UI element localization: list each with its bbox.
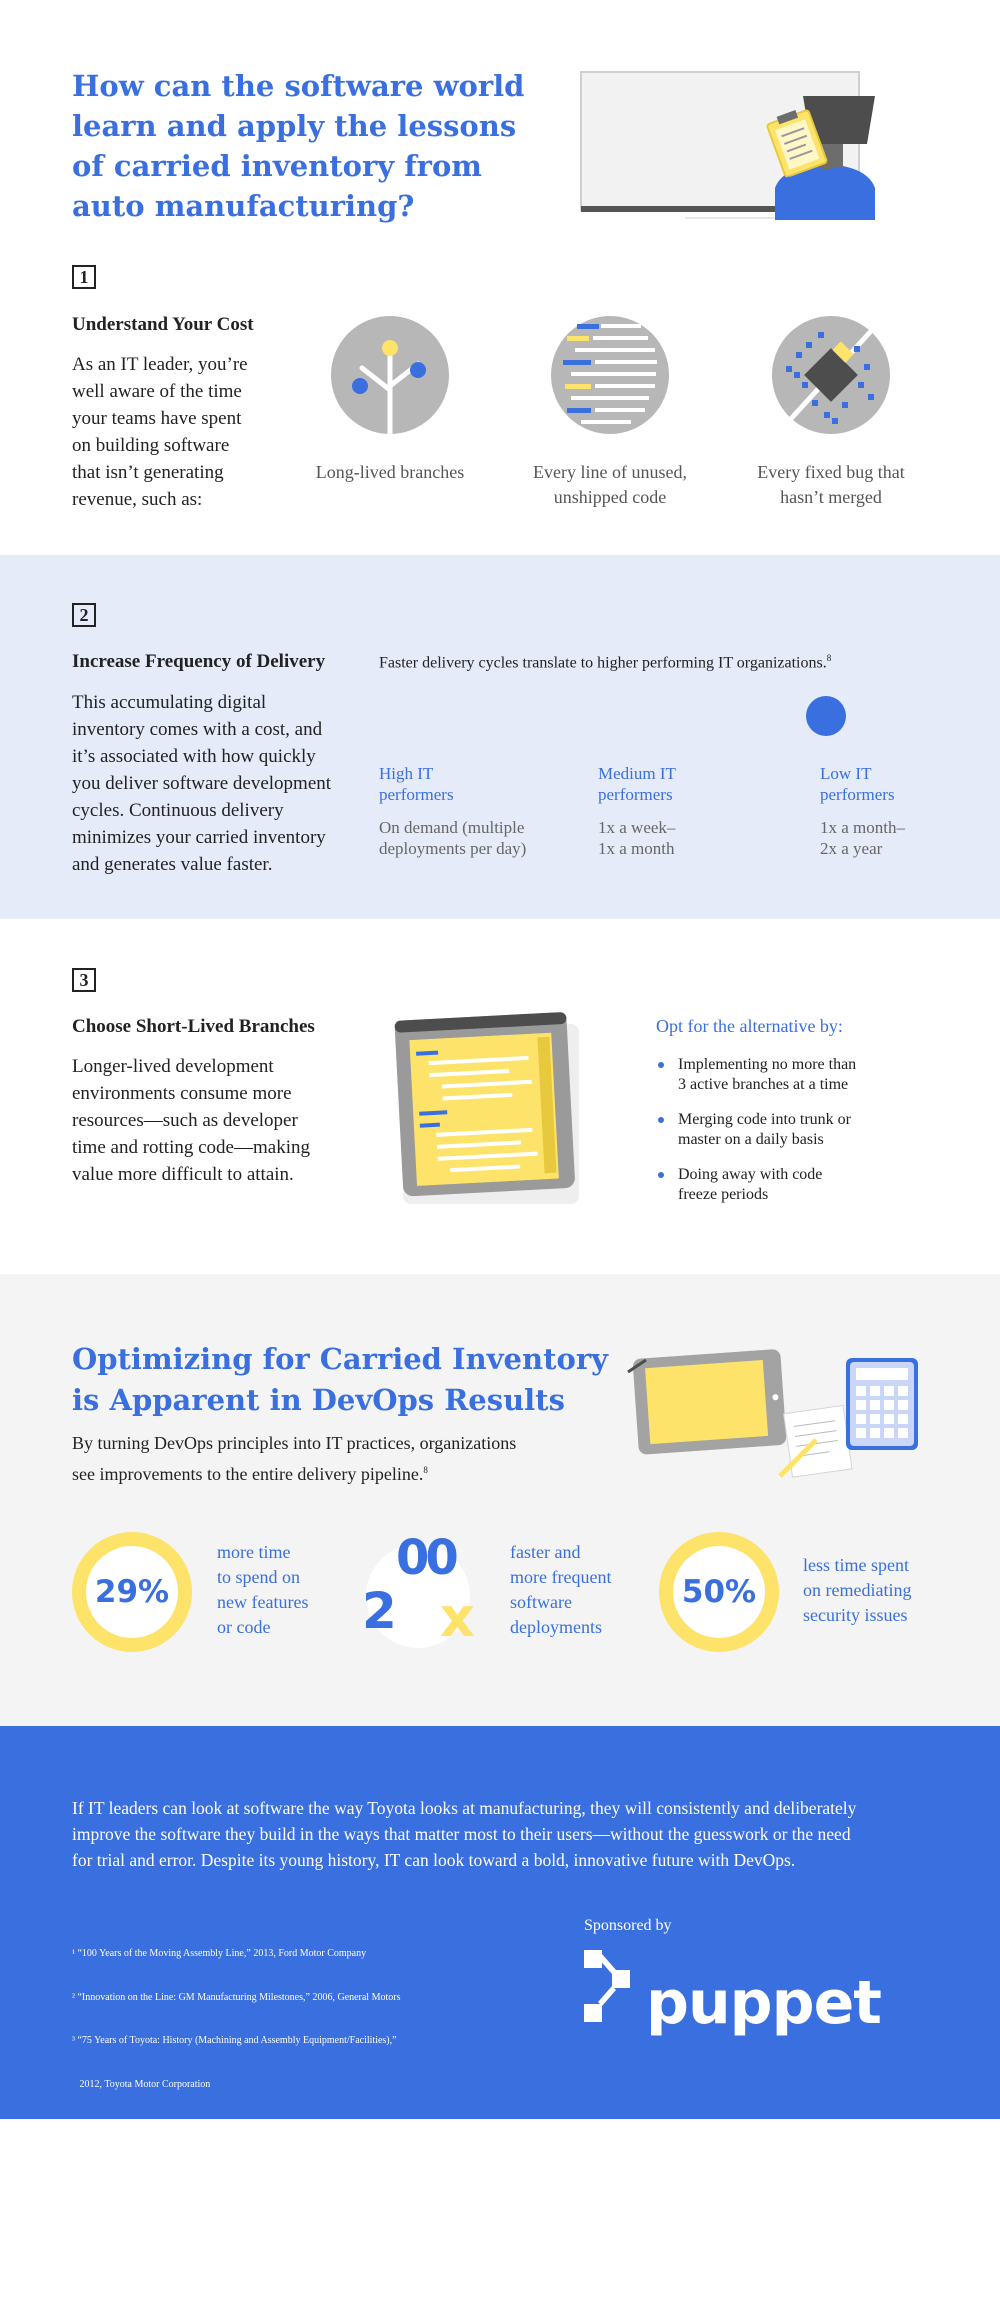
page-title: How can the software world learn and apply the lessons of carried inventory from auto manufacturing? (72, 69, 525, 223)
stat-value: 29% (94, 1574, 170, 1610)
tablet-code-illustration (395, 1012, 585, 1206)
performer-medium: Medium IT performers 1x a week– 1x a month (598, 764, 676, 858)
conclusion-text: If IT leaders can look at software the way Toyota looks at manufacturing, they will consistently and deliberately improve the software they build in the ways that matter most to their users—without the guesswork or the need for trial and error. Despite its young history, IT can look toward a bold, innovative future with DevOps. (72, 1798, 857, 1870)
performer-high: High IT performers On demand (multiple deployments per day) (379, 764, 527, 858)
footnote-ref: 8 (423, 1465, 428, 1475)
section-3-body: Longer-lived development environments consume more resources—such as developer time and rotting code—making value more difficult to attain. (72, 1056, 310, 1185)
section-2-heading: Increase Frequency of Delivery (72, 651, 326, 672)
stat-200x-desc: faster and more frequent software deployments (510, 1542, 612, 1637)
stat-200x-base: 2 (362, 1582, 397, 1640)
section-2-body: This accumulating digital inventory comes with a cost, and it’s associated with how quickly you deliver software development cycles. Continuous delivery minimizes your carried inventory and generates value faster. (72, 692, 332, 875)
stat-29-percent-ring (72, 1532, 192, 1652)
section-1-heading: Understand Your Cost (72, 314, 254, 335)
results-intro: By turning DevOps principles into IT practices, organizations see improvements to the entire delivery pipeline.$^8$ (72, 1433, 517, 1484)
list-item: Merging code into trunk or master on a daily basis (656, 1110, 956, 1150)
stat-29-desc: more time to spend on new features or code (217, 1542, 309, 1637)
puppet-logo-icon (584, 1950, 638, 2026)
devices-illustration (628, 1348, 928, 1480)
stat-value: 50% (681, 1574, 757, 1610)
footnote-ref: 8 (826, 653, 832, 663)
stat-200x-suffix: x (440, 1586, 475, 1649)
stat-50-desc: less time spent on remediating security issues (803, 1555, 912, 1625)
section-3-heading: Choose Short-Lived Branches (72, 1016, 315, 1037)
low-performer-dot (806, 696, 846, 736)
unused-code-caption: Every line of unused, unshipped code (533, 462, 687, 507)
bug-caption: Every fixed bug that hasn’t merged (757, 462, 905, 507)
section-1-number: 1 (72, 265, 96, 289)
list-item: Implementing no more than 3 active branches at a time (656, 1055, 956, 1095)
stat-200x-graphic (362, 1526, 492, 1650)
alternative-list (656, 1055, 956, 1220)
section-3-number: 3 (72, 968, 96, 992)
hero-illustration (575, 68, 915, 238)
section-2-number: 2 (72, 603, 96, 627)
alternative-heading: Opt for the alternative by: (656, 1016, 843, 1036)
stat-50-percent-ring (659, 1532, 779, 1652)
unused-code-icon (551, 316, 669, 434)
sponsored-by-label: Sponsored by (584, 1917, 672, 1934)
performer-low: Low IT performers 1x a month– 2x a year (820, 764, 905, 858)
footnotes: ¹ “100 Years of the Moving Assembly Line,” 2013, Ford Motor Company ² “Innovation on the Line: GM Manufacturing Milestones,” 2006, General Motors ³ “75 Years of Toyota: History (Machining and Assembly Equipment/Facilities),” 2012, Toyota Motor Corporation ⁴ “How to Design and Build a £100,000 Sports Car,” 2013, ThisIsMoney.co.uk ⁵ “Automotive Manager,” 2009, Oliver Wyman ⁶ “Managing the Development of Large Software Systems,” 1970, Winston W. Royce ⁷ “75 Years of Toyota: Item 5,” 2012, Toyota Motor Corporation ⁸ “State of DevOps Report,” 2016, Puppet (72, 1948, 415, 2307)
branches-caption: Long-lived branches (315, 462, 465, 482)
puppet-logo-text: puppet (646, 1968, 881, 2038)
branches-icon (331, 316, 449, 434)
bug-icon (772, 316, 890, 434)
delivery-intro: Faster delivery cycles translate to higher performing IT organizations.$^8$ (379, 653, 832, 672)
results-title: Optimizing for Carried Inventory is Apparent in DevOps Results (72, 1342, 608, 1417)
list-item: Doing away with code freeze periods (656, 1165, 956, 1205)
stat-200x-exponent: 00 (396, 1530, 455, 1586)
section-1-body: As an IT leader, you’re well aware of the time your teams have spent on building software that isn’t generating revenue, such as: (72, 354, 248, 510)
